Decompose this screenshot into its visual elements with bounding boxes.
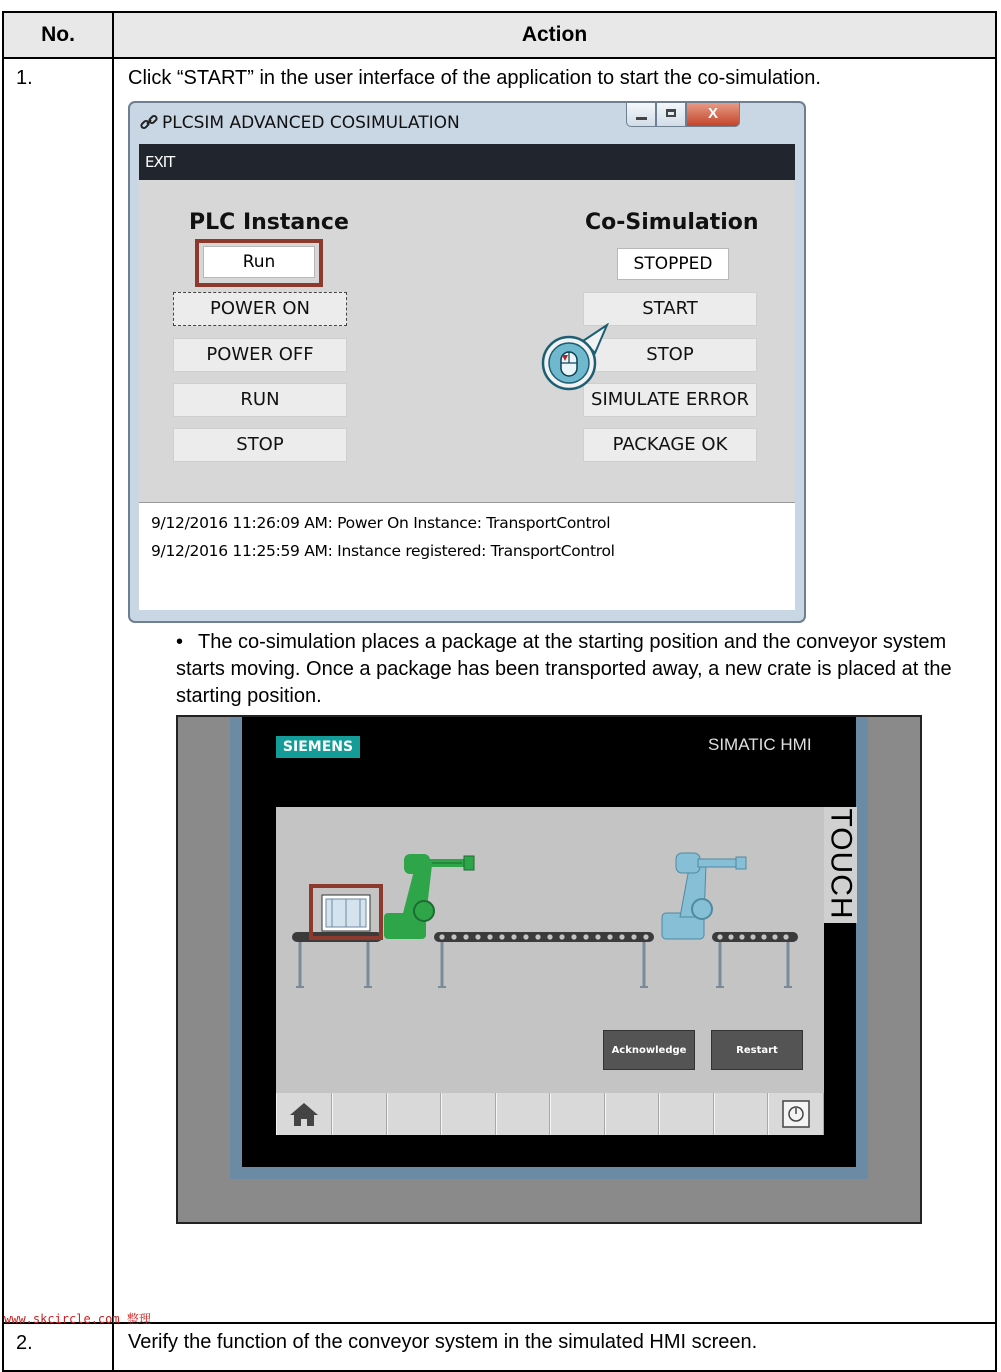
run-button[interactable]: RUN: [173, 383, 347, 417]
log-entry: 9/12/2016 11:25:59 AM: Instance registered: TransportControl: [151, 542, 615, 560]
touch-label: TOUCH: [823, 807, 857, 923]
maximize-button[interactable]: [656, 103, 686, 127]
steps-table: [2, 11, 997, 1372]
robot-active: [384, 854, 474, 939]
power-on-button[interactable]: POWER ON: [173, 292, 347, 326]
highlight-box: [195, 239, 323, 287]
robot-idle: [662, 853, 746, 939]
package: [322, 895, 370, 931]
home-icon: [277, 1093, 331, 1135]
simatic-hmi-label: SIMATIC HMI: [708, 735, 812, 754]
start-button[interactable]: START: [583, 292, 757, 326]
event-log: [139, 502, 795, 610]
close-button[interactable]: X: [686, 103, 740, 127]
control-panel: [139, 180, 795, 502]
siemens-logo: SIEMENS: [276, 736, 360, 758]
plc-status-field: Run: [203, 246, 315, 278]
watermark: www.skcircle.com 整理: [4, 1312, 151, 1326]
hmi-screen: [276, 807, 824, 1135]
acknowledge-button[interactable]: Acknowledge: [603, 1030, 695, 1070]
restart-button[interactable]: Restart: [711, 1030, 803, 1070]
home-button[interactable]: [276, 1093, 332, 1135]
step-row-1: [3, 58, 996, 1323]
link-icon: [140, 113, 158, 131]
step-instruction: Click “START” in the user interface of the application to start the co-simulation.: [128, 67, 821, 89]
co-simulation-heading: Co-Simulation: [585, 210, 759, 235]
window-title: PLCSIM ADVANCED COSIMULATION: [162, 113, 460, 133]
column-header-no: No.: [3, 12, 113, 58]
nav-slot[interactable]: [714, 1093, 769, 1135]
mouse-click-icon: [539, 323, 609, 393]
plc-instance-heading: PLC Instance: [189, 210, 349, 235]
nav-slot[interactable]: [550, 1093, 605, 1135]
step-action-cell: [113, 1323, 996, 1371]
nav-slot[interactable]: [332, 1093, 387, 1135]
step-number: 2.: [3, 1323, 113, 1371]
step-row-2: [3, 1323, 996, 1371]
nav-slot[interactable]: [496, 1093, 551, 1135]
cosim-status-field: STOPPED: [617, 248, 729, 280]
nav-slot[interactable]: [387, 1093, 442, 1135]
power-button[interactable]: [768, 1093, 824, 1135]
step-number: 1.: [3, 58, 113, 1323]
hmi-panel-image: [176, 715, 922, 1224]
power-off-button[interactable]: POWER OFF: [173, 338, 347, 372]
bullet-text: The co-simulation places a package at the starting position and the conveyor system starts moving. Once a package has been transported away, a new crate is placed at the starting position.: [176, 631, 952, 707]
menu-exit[interactable]: EXIT: [139, 144, 795, 180]
nav-slot[interactable]: [605, 1093, 660, 1135]
bullet-item: [176, 629, 966, 710]
simulate-error-button[interactable]: SIMULATE ERROR: [583, 383, 757, 417]
power-icon: [769, 1093, 823, 1135]
conveyor-right: [712, 932, 798, 987]
nav-slot[interactable]: [659, 1093, 714, 1135]
conveyor-middle: [434, 932, 654, 987]
plcsim-window: [128, 101, 806, 623]
cosim-stop-button[interactable]: STOP: [583, 338, 757, 372]
column-header-action: Action: [113, 12, 996, 58]
plc-stop-button[interactable]: STOP: [173, 428, 347, 462]
package-ok-button[interactable]: PACKAGE OK: [583, 428, 757, 462]
step-instruction: Verify the function of the conveyor system in the simulated HMI screen.: [128, 1331, 758, 1353]
conveyor-left: [292, 932, 382, 987]
step-action-cell: [113, 58, 996, 1323]
bullet-icon: •: [176, 631, 184, 653]
cut-off-text-line: [0, 0, 1001, 10]
nav-slot[interactable]: [441, 1093, 496, 1135]
minimize-button[interactable]: [626, 103, 656, 127]
log-entry: 9/12/2016 11:26:09 AM: Power On Instance: TransportControl: [151, 514, 611, 532]
hmi-nav-bar: [276, 1093, 824, 1135]
